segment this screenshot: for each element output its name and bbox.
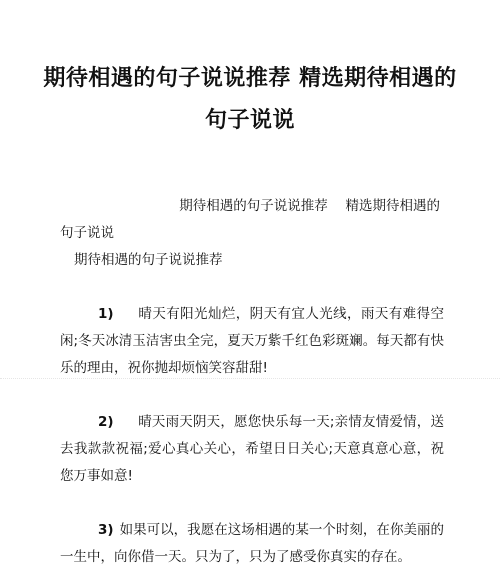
paragraph-1: [60, 301, 444, 382]
paragraph-text: 晴天雨天阴天，愿您快乐每一天;亲情友情爱情，送去我款款祝福;爱心真心关心，希望日日关心;天意真意心意，祝您万事如意!: [60, 414, 444, 484]
section-heading: 期待相遇的句子说说推荐: [74, 252, 223, 268]
subtitle-continuation: 句子说说: [60, 225, 114, 241]
paragraph-number: 3): [98, 522, 114, 538]
paragraph-text: 晴天有阳光灿烂，阴天有宜人光线，雨天有难得空闲;冬天冰清玉洁害虫全完，夏天万紫千红色彩斑斓。每天都有快乐的理由，祝你抛却烦恼笑容甜甜!: [60, 306, 444, 376]
subtitle-line: 期待相遇的句子说说推荐 精选期待相遇的: [179, 198, 440, 214]
paragraph-number: 1): [98, 306, 114, 322]
paragraph-3: [60, 517, 444, 566]
document-title: 期待相遇的句子说说推荐 精选期待相遇的句子说说: [43, 66, 457, 133]
paragraph-2: [60, 409, 444, 490]
paragraph-number: 2): [98, 414, 114, 430]
paragraph-text: 如果可以，我愿在这场相遇的某一个时刻，在你美丽的一生中，向你借一天。只为了，只为了感受你真实的存在。: [60, 522, 444, 565]
document-body: [60, 193, 444, 566]
